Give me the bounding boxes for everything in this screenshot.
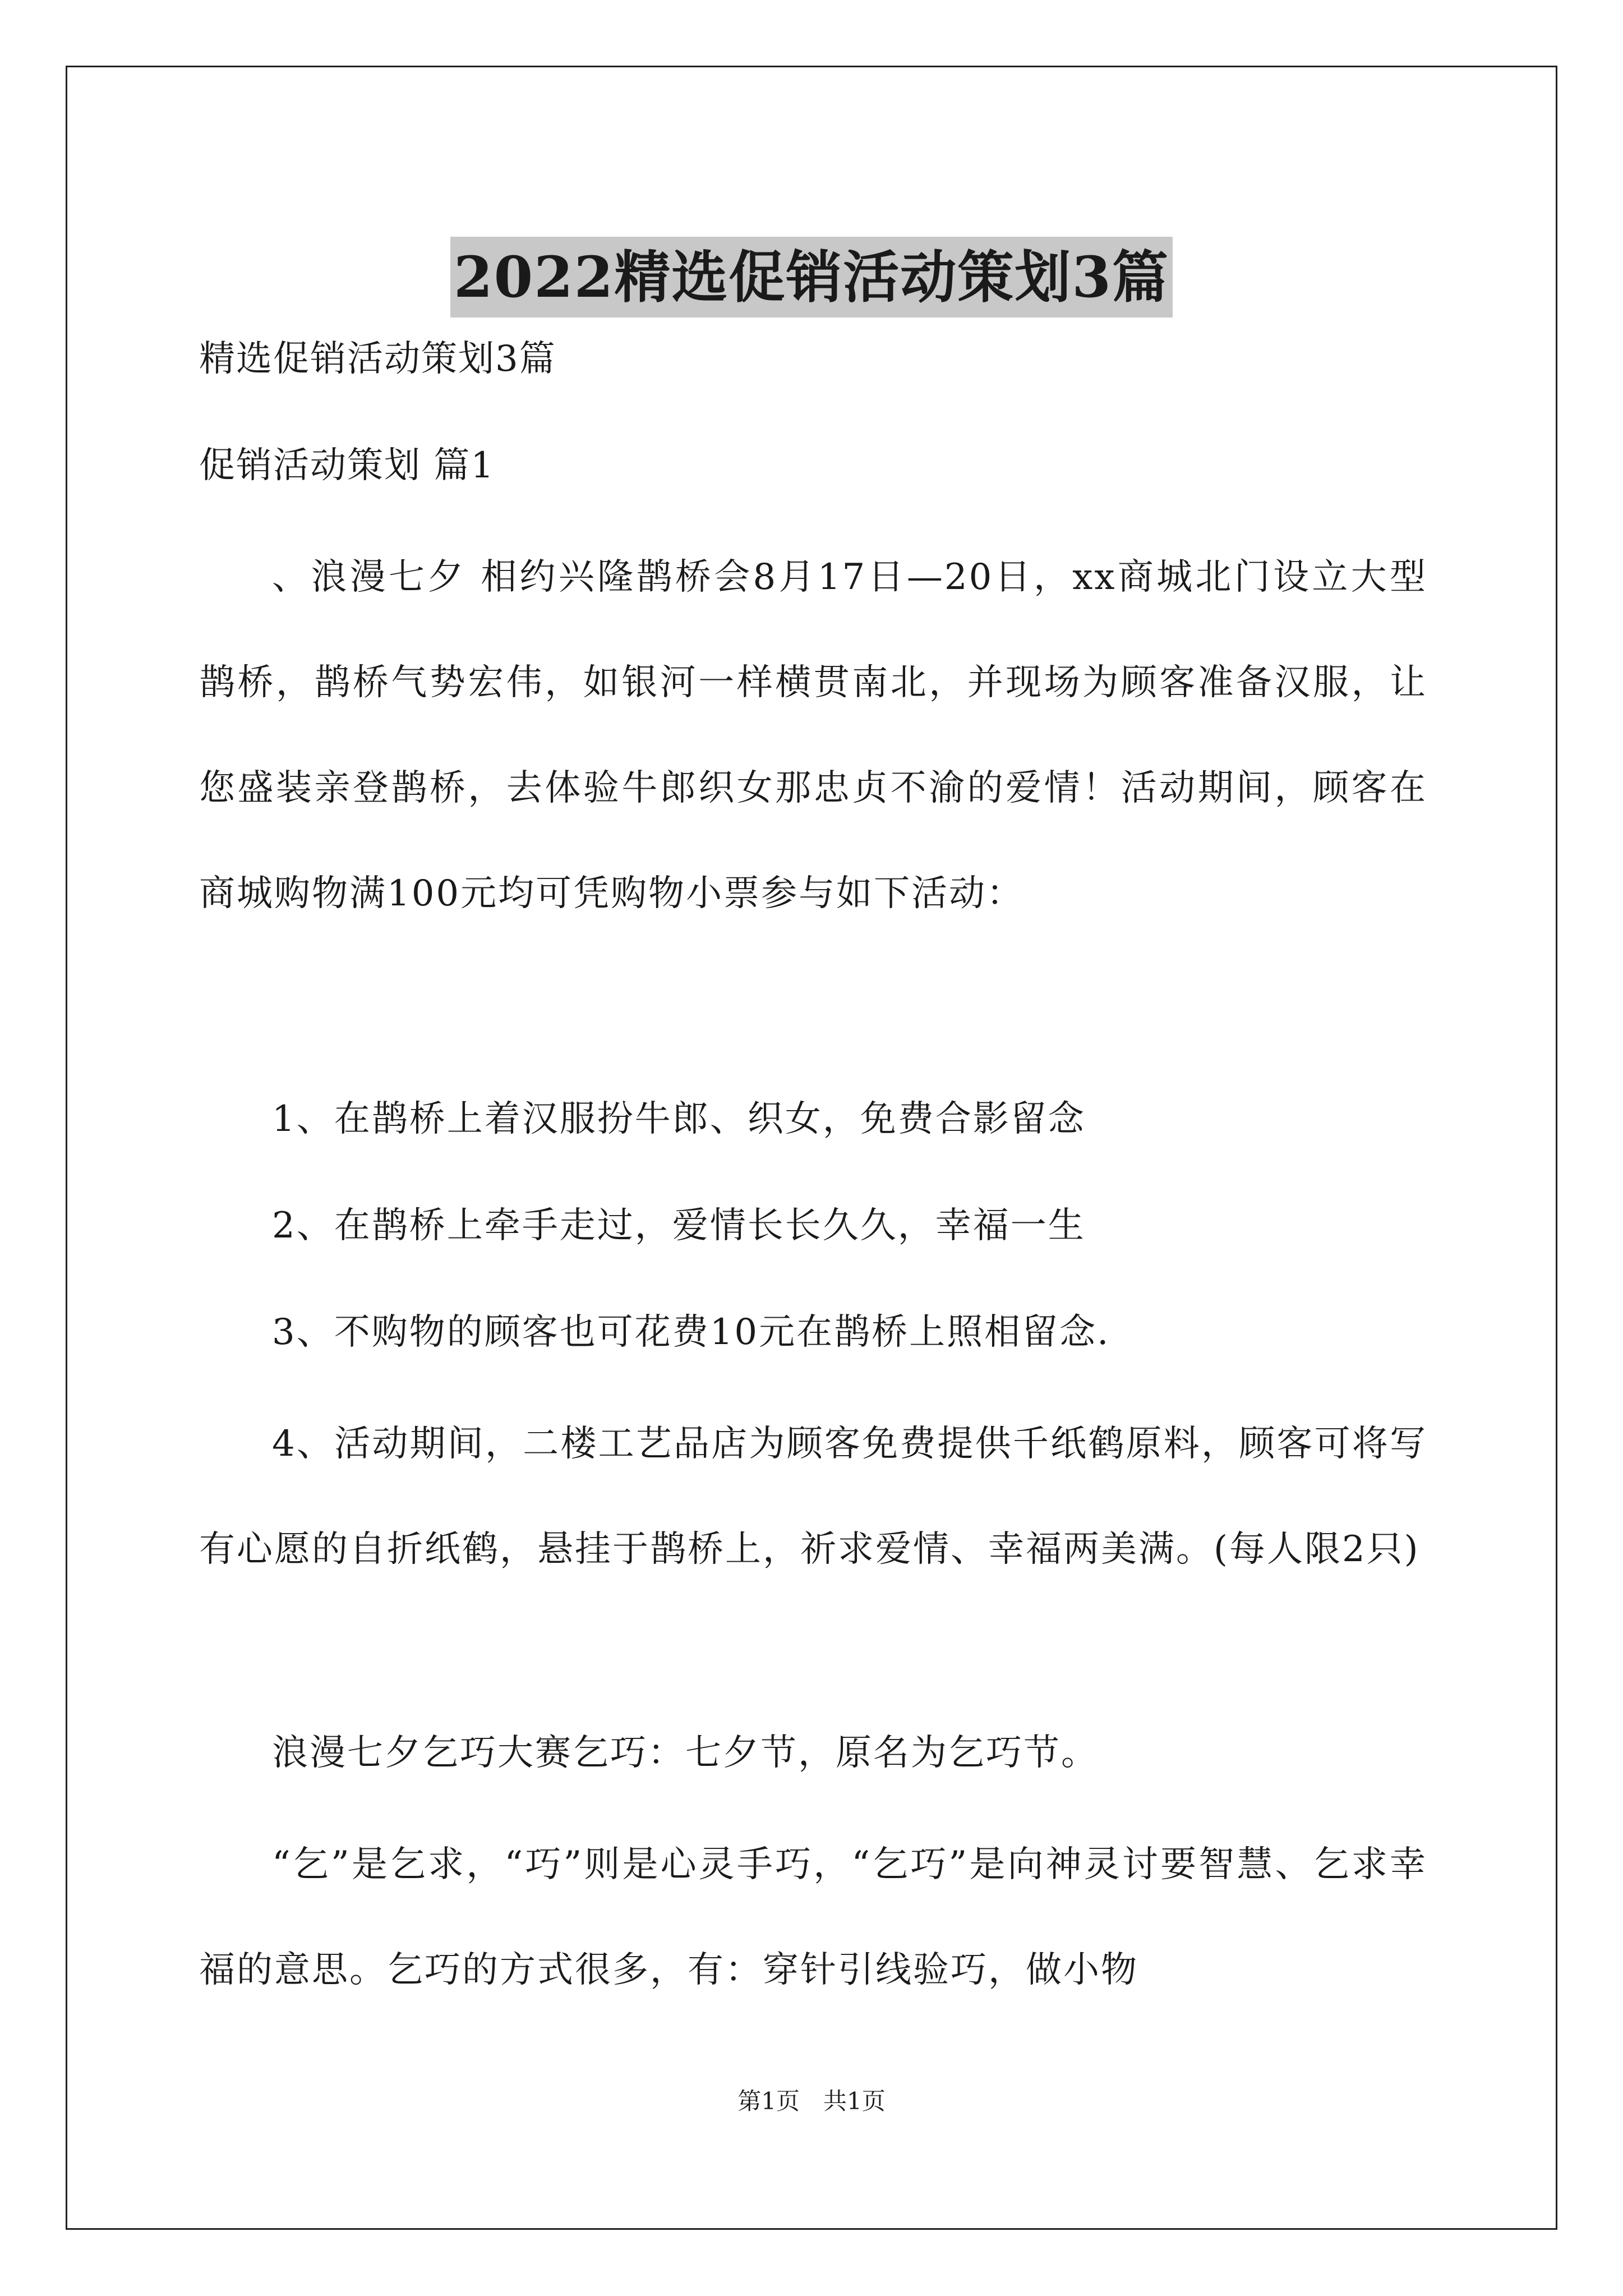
list-item: 4、活动期间，二楼工艺品店为顾客免费提供千纸鹤原料，顾客可将写有心愿的自折纸鹤，悬挂于鹊桥上，祈求爱情、幸福两美满。(每人限2只) (199, 1423, 1427, 1570)
document-subtitle: 精选促销活动策划3篇 (199, 338, 556, 380)
section-heading: 促销活动策划 篇1 (199, 445, 495, 486)
title-block (0, 199, 1623, 355)
list-item: 3、不购物的顾客也可花费10元在鹊桥上照相留念. (272, 1312, 1110, 1353)
document-title: 2022精选促销活动策划3篇 (450, 237, 1173, 318)
list-item: 1、在鹊桥上着汉服扮牛郎、织女，免费合影留念 (272, 1098, 1086, 1140)
qiqiao-meaning-paragraph: “乞”是乞求，“巧”则是心灵手巧，“乞巧”是向神灵讨要智慧、乞求幸福的意思。乞巧的方式很多，有：穿针引线验巧，做小物 (199, 1844, 1427, 1991)
qiqiao-paragraph: 浪漫七夕乞巧大赛乞巧：七夕节，原名为乞巧节。 (272, 1732, 1099, 1774)
page-footer: 第1页 共1页 (737, 2087, 886, 2115)
list-item: 2、在鹊桥上牵手走过，爱情长长久久，幸福一生 (272, 1205, 1086, 1246)
intro-paragraph: 、浪漫七夕 相约兴隆鹊桥会8月17日—20日，xx商城北门设立大型鹊桥，鹊桥气势宏伟，如银河一样横贯南北，并现场为顾客准备汉服，让您盛装亲登鹊桥，去体验牛郎织女那忠贞不渝的爱情！活动期间，顾客在商城购物满100元均可凭购物小票参与如下活动： (199, 556, 1427, 914)
